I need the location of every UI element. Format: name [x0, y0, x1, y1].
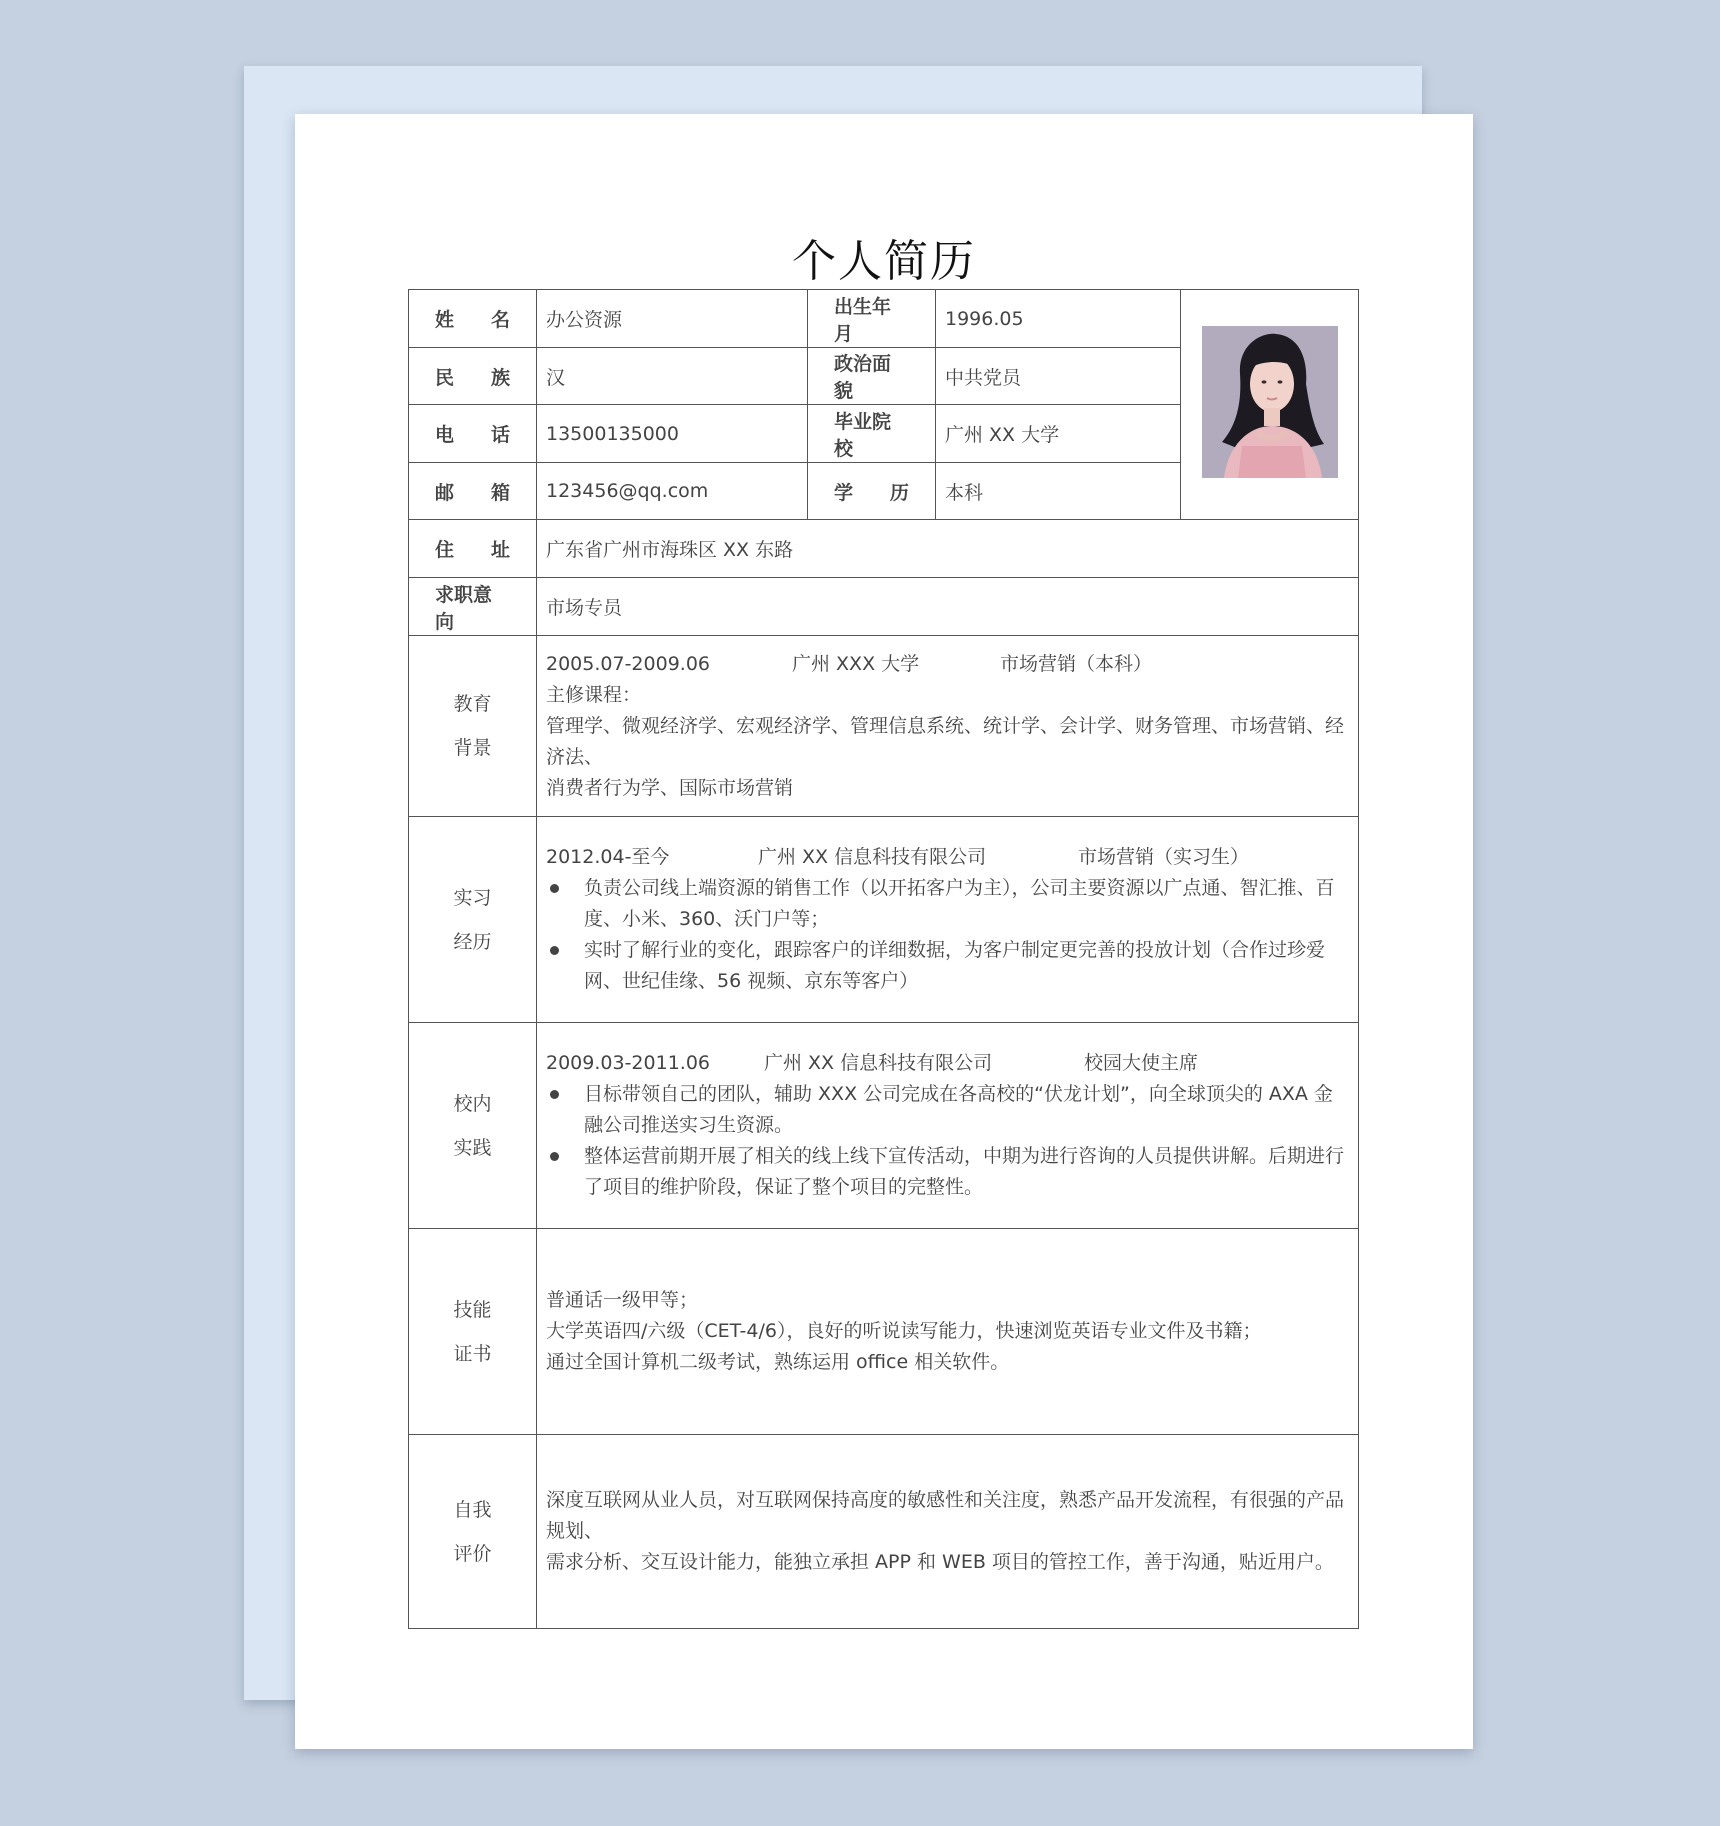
intent-value: 市场专员: [537, 578, 1359, 636]
list-item: [546, 1079, 1349, 1141]
campus-bullet-2: 整体运营前期开展了相关的线上线下宣传活动，中期为进行咨询的人员提供讲解。后期进行了项目的维护阶段，保证了整个项目的完整性。: [584, 1145, 1345, 1198]
intent-label: 求职意向: [409, 578, 537, 636]
bullet-icon: [546, 1079, 584, 1110]
bullet-icon: [546, 873, 584, 904]
section-self-eval: [409, 1435, 1359, 1629]
education-label-line2: 背景: [453, 737, 492, 759]
list-item: [546, 935, 1349, 997]
internship-bullet-2: 实时了解行业的变化，跟踪客户的详细数据，为客户制定更完善的投放计划（合作过珍爱网、世纪佳缘、56 视频、京东等客户）: [584, 939, 1326, 992]
campus-header: [546, 1048, 1349, 1079]
skills-label-line1: 技能: [453, 1298, 492, 1321]
internship-role: 市场营销（实习生）: [1078, 846, 1250, 868]
self-eval-label: [409, 1435, 537, 1629]
campus-label-line1: 校内: [453, 1092, 492, 1115]
campus-bullet-1: 目标带领自己的团队，辅助 XXX 公司完成在各高校的“伏龙计划”，向全球顶尖的 AXA 金融公司推送实习生资源。: [584, 1083, 1333, 1136]
email-label: 邮箱: [409, 463, 537, 520]
address-label: 住址: [409, 520, 537, 578]
page-title: 个人简历: [792, 236, 976, 287]
ethnic-label: 民族: [409, 348, 537, 405]
bullet-icon: [546, 1141, 584, 1172]
internship-label: [409, 817, 537, 1023]
education-courses-line1: 管理学、微观经济学、宏观经济学、管理信息系统、统计学、会计学、财务管理、市场营销、经济法、: [546, 714, 1345, 768]
self-eval-label-line2: 评价: [453, 1542, 492, 1565]
internship-bullet-1: 负责公司线上端资源的销售工作（以开拓客户为主），公司主要资源以广点通、智汇推、百度、小米、360、沃门户等；: [584, 877, 1335, 930]
internship-header: [546, 842, 1349, 873]
political-value: 中共党员: [936, 348, 1181, 405]
resume-table: [408, 289, 1359, 1629]
email-value: 123456@qq.com: [537, 463, 808, 520]
education-label: [409, 636, 537, 817]
birth-value: 1996.05: [936, 290, 1181, 348]
school-label: 毕业院校: [808, 405, 936, 463]
education-label-line1: 教育: [453, 693, 492, 715]
campus-body: [537, 1023, 1359, 1229]
education-major: 市场营销（本科）: [1000, 652, 1153, 675]
skills-label: [409, 1229, 537, 1435]
phone-value: 13500135000: [537, 405, 808, 463]
campus-role: 校园大使主席: [1084, 1052, 1199, 1074]
campus-period: 2009.03-2011.06: [546, 1052, 710, 1074]
section-internship: [409, 817, 1359, 1023]
portrait-photo: [1202, 326, 1338, 478]
internship-period: 2012.04-至今: [546, 846, 670, 868]
skills-line-2: 大学英语四/六级（CET-4/6），良好的听说读写能力，快速浏览英语专业文件及书籍；: [546, 1320, 1262, 1342]
photo-cell: [1181, 290, 1359, 520]
row-intent: [409, 578, 1359, 636]
address-value: 广东省广州市海珠区 XX 东路: [537, 520, 1359, 578]
name-value: 办公资源: [537, 290, 808, 348]
bullet-icon: [546, 935, 584, 966]
resume-page: [295, 114, 1473, 1749]
ethnic-value: 汉: [537, 348, 808, 405]
name-label: 姓名: [409, 290, 537, 348]
education-courses-title: 主修课程：: [546, 683, 642, 706]
education-period: 2005.07-2009.06: [546, 652, 710, 675]
portrait-icon: [1202, 326, 1338, 478]
self-eval-label-line1: 自我: [453, 1498, 492, 1521]
self-eval-body: [537, 1435, 1359, 1629]
political-label: 政治面貌: [808, 348, 936, 405]
list-item: [546, 873, 1349, 935]
campus-label-line2: 实践: [453, 1136, 492, 1159]
campus-company: 广州 XX 信息科技有限公司: [764, 1052, 993, 1074]
skills-label-line2: 证书: [453, 1342, 492, 1365]
section-skills: [409, 1229, 1359, 1435]
education-school: 广州 XXX 大学: [792, 652, 920, 675]
internship-label-line2: 经历: [453, 930, 492, 953]
row-name: [409, 290, 1359, 348]
birth-label: 出生年月: [808, 290, 936, 348]
skills-line-1: 普通话一级甲等；: [546, 1289, 699, 1311]
list-item: [546, 1141, 1349, 1203]
skills-line-3: 通过全国计算机二级考试，熟练运用 office 相关软件。: [546, 1351, 1010, 1373]
degree-label: 学历: [808, 463, 936, 520]
section-campus: [409, 1023, 1359, 1229]
education-header: [546, 649, 1349, 680]
internship-body: [537, 817, 1359, 1023]
section-education: [409, 636, 1359, 817]
row-address: [409, 520, 1359, 578]
skills-body: [537, 1229, 1359, 1435]
school-value: 广州 XX 大学: [936, 405, 1181, 463]
self-eval-line-2: 需求分析、交互设计能力，能独立承担 APP 和 WEB 项目的管控工作，善于沟通，贴近用户。: [546, 1551, 1334, 1573]
internship-label-line1: 实习: [453, 886, 492, 909]
education-body: [537, 636, 1359, 817]
internship-company: 广州 XX 信息科技有限公司: [758, 846, 987, 868]
degree-value: 本科: [936, 463, 1181, 520]
phone-label: 电话: [409, 405, 537, 463]
campus-label: [409, 1023, 537, 1229]
self-eval-line-1: 深度互联网从业人员，对互联网保持高度的敏感性和关注度，熟悉产品开发流程，有很强的产品规划、: [546, 1489, 1345, 1542]
education-courses-line2: 消费者行为学、国际市场营销: [546, 776, 794, 799]
